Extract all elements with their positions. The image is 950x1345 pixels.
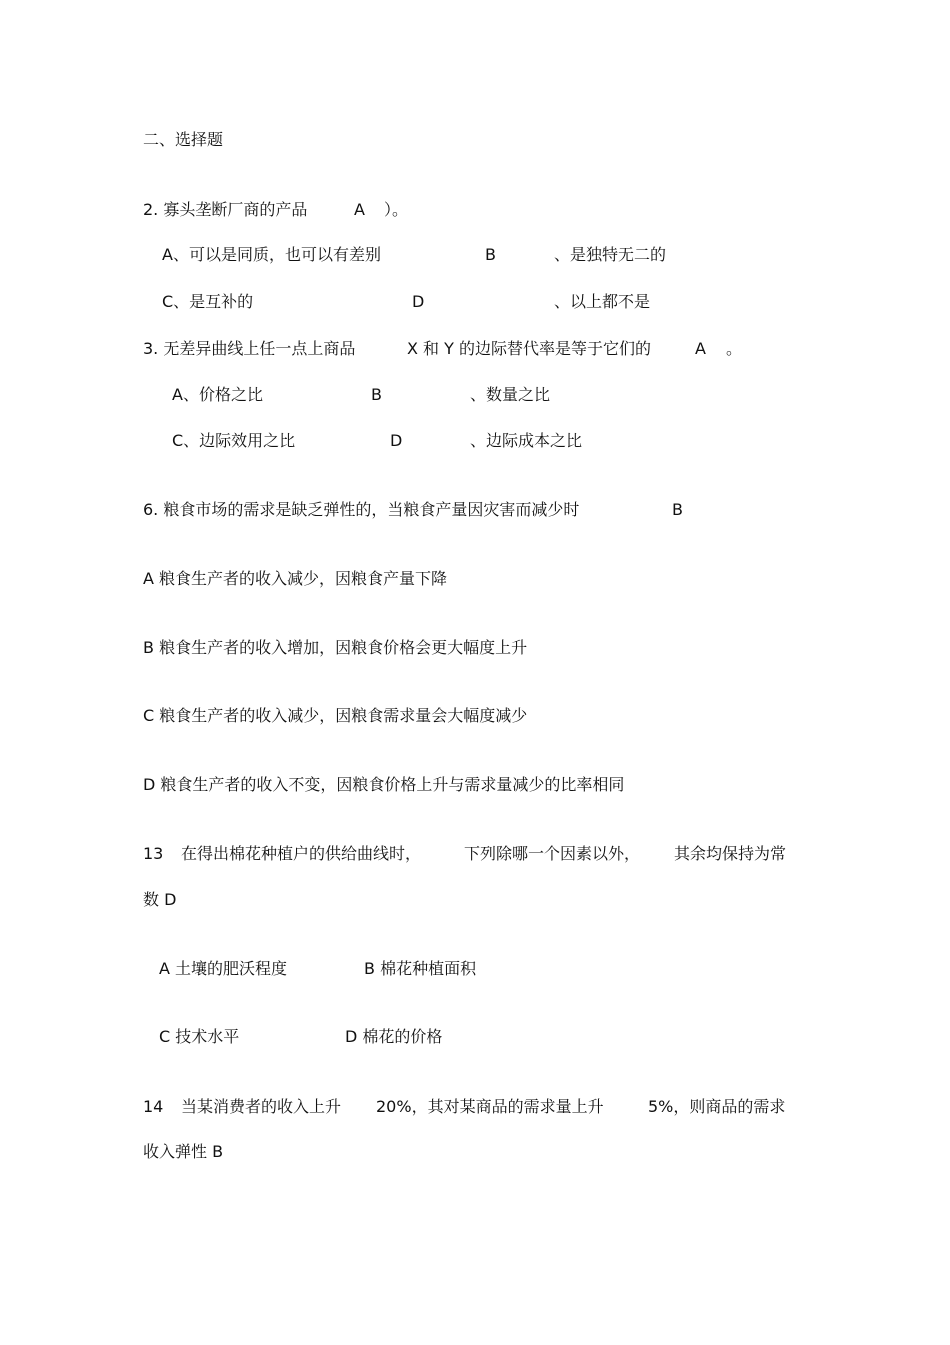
q6-option-a: A 粮食生产者的收入减少，因粮食产量下降: [143, 569, 448, 588]
q6-stem: 6. 粮食市场的需求是缺乏弹性的，当粮食产量因灾害而减少时: [143, 500, 580, 519]
section-title: 二、选择题: [143, 130, 224, 149]
q13-number: 13: [143, 844, 164, 863]
q14-number: 14: [143, 1097, 164, 1116]
q14-part1: 当某消费者的收入上升: [181, 1097, 342, 1116]
q3-mid: X 和 Y 的边际替代率是等于它们的: [407, 339, 651, 358]
q13-option-a: A 土壤的肥沃程度: [159, 959, 288, 978]
q13-line2: 数 D: [143, 890, 177, 909]
q3-answer: A: [695, 339, 706, 358]
q3-option-d-text: 、边际成本之比: [470, 431, 583, 450]
q2-tail: ）。: [384, 200, 409, 219]
q2-option-c: C、是互补的: [162, 292, 254, 311]
q3-tail: 。: [726, 339, 743, 358]
q13-option-b: B 棉花种植面积: [364, 959, 477, 978]
q14-line2: 收入弹性 B: [143, 1142, 224, 1161]
q14-pct2: 5%，则商品的需求: [648, 1097, 786, 1116]
q6-option-c: C 粮食生产者的收入减少，因粮食需求量会大幅度减少: [143, 706, 528, 725]
q2-option-b-letter: B: [485, 245, 496, 264]
q13-part1: 在得出棉花种植户的供给曲线时，: [181, 844, 422, 863]
q6-answer: B: [672, 500, 683, 519]
q6-option-b: B 粮食生产者的收入增加，因粮食价格会更大幅度上升: [143, 638, 528, 657]
q6-option-d: D 粮食生产者的收入不变，因粮食价格上升与需求量减少的比率相同: [143, 775, 625, 794]
q3-option-a: A、价格之比: [172, 385, 263, 404]
q2-answer: A: [354, 200, 365, 219]
q2-option-a: A、可以是同质，也可以有差别: [162, 245, 381, 264]
q14-pct1: 20%，其对某商品的需求量上升: [376, 1097, 604, 1116]
q13-part2: 下列除哪一个因素以外，: [464, 844, 641, 863]
q13-option-c: C 技术水平: [159, 1027, 240, 1046]
q13-part3: 其余均保持为常: [674, 844, 787, 863]
q3-option-d-letter: D: [390, 431, 403, 450]
q2-option-d-letter: D: [412, 292, 425, 311]
q2-option-d-text: 、以上都不是: [554, 292, 651, 311]
q2-stem: 2. 寡头垄断厂商的产品: [143, 200, 308, 219]
q3-option-b-text: 、数量之比: [470, 385, 551, 404]
q3-stem: 3. 无差异曲线上任一点上商品: [143, 339, 356, 358]
q3-option-c: C、边际效用之比: [172, 431, 296, 450]
q3-option-b-letter: B: [371, 385, 382, 404]
q2-option-b-text: 、是独特无二的: [554, 245, 667, 264]
q13-option-d: D 棉花的价格: [345, 1027, 443, 1046]
